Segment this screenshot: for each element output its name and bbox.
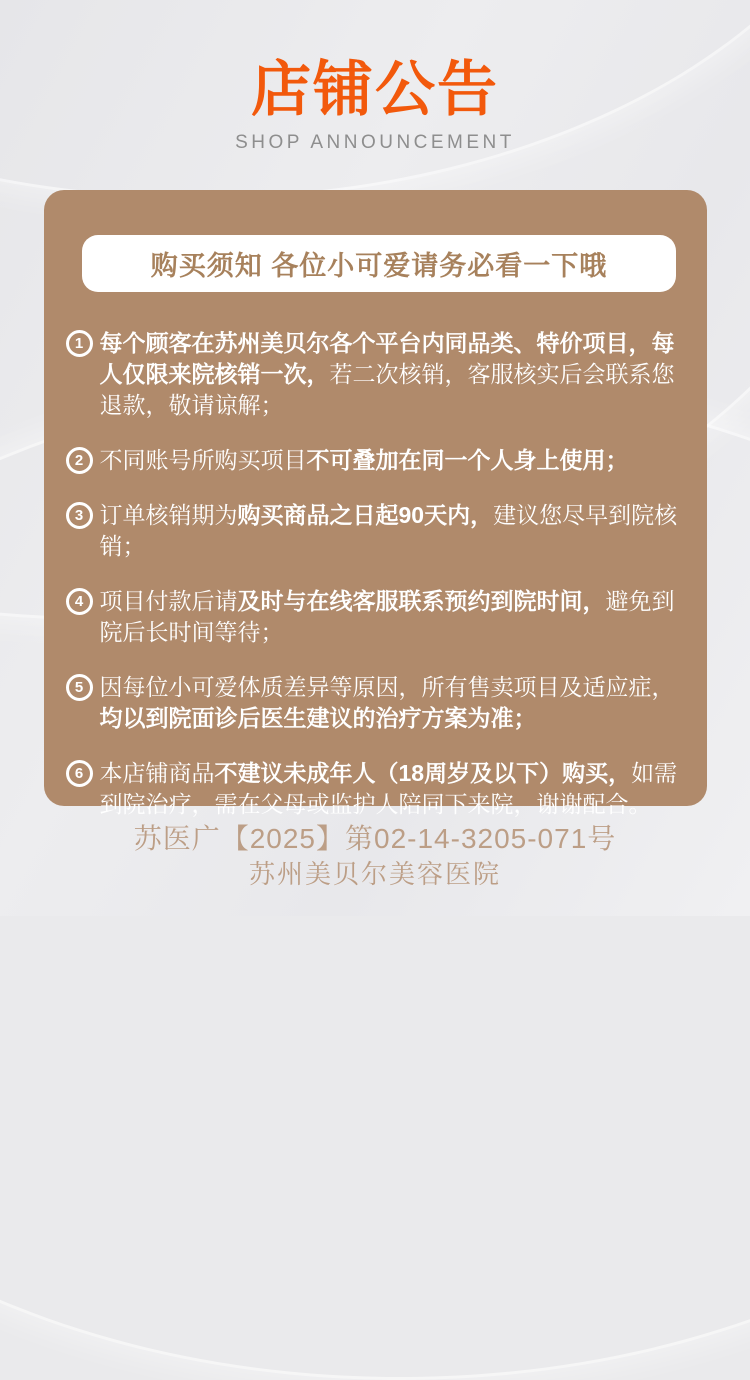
purchase-notice-header [82,235,676,292]
item-number-badge: 2 [66,447,93,474]
medical-ad-license-number: 苏医广【2025】第02-14-3205-071号 [133,823,617,855]
item-number-badge: 3 [66,502,93,529]
item-number-badge: 4 [66,588,93,615]
page-subtitle: SHOP ANNOUNCEMENT [235,132,515,154]
notice-item [66,500,693,562]
notice-item-text-segment: 如需到院治疗，需在父母或监护人陪同下来院，谢谢配合。 [99,760,678,818]
page-header [0,0,750,154]
purchase-notice-header-text: 购买须知 各位小可爱请务必看一下哦 [150,251,608,282]
notice-item [66,328,693,421]
notice-item-text-segment: 项目付款后请 [99,588,238,615]
notice-item-text [100,500,693,562]
hospital-name: 苏州美贝尔美容医院 [248,859,501,890]
item-number-badge: 5 [66,674,93,701]
notice-item [66,445,693,476]
page-footer [0,821,750,892]
notice-list [66,328,693,820]
item-number-badge: 6 [66,760,93,787]
notice-item-text-segment: 避免到院后长时间等待； [99,588,675,646]
notice-item [66,586,693,648]
notice-item-text-segment: 若二次核销，客服核实后会联系您退款，敬请谅解； [99,361,675,419]
notice-item-text-segment: 建议您尽早到院核销； [99,502,678,560]
notice-item-text-segment: 不同账号所购买项目 [99,447,307,474]
notice-item-text-segment: 因每位小可爱体质差异等原因，所有售卖项目及适应症， [99,674,675,701]
page-title: 店铺公告 [251,56,499,123]
notice-item-text-segment: 购买商品之日起90天内， [237,502,494,529]
notice-item [66,758,693,820]
notice-item-text [100,328,693,421]
notice-item-text [100,445,629,476]
notice-item [66,672,693,734]
notice-item-text-segment: 订单核销期为 [99,502,238,529]
notice-item-text-segment: 及时与在线客服联系预约到院时间， [237,588,606,615]
notice-item-text-segment: 不建议未成年人（18周岁及以下）购买， [214,760,632,787]
notice-card [44,190,707,818]
notice-item-text [100,586,693,648]
notice-item-text-segment: 均以到院面诊后医生建议的治疗方案为准； [99,705,537,732]
notice-item-text [100,672,693,734]
notice-item-text [100,758,693,820]
notice-item-text-segment: 本店铺商品 [99,760,215,787]
item-number-badge: 1 [66,330,93,357]
notice-item-text-segment: 每个顾客在苏州美贝尔各个平台内同品类、特价项目，每人仅限来院核销一次， [99,330,675,388]
notice-item-text-segment: 不可叠加在同一个人身上使用； [306,447,629,474]
